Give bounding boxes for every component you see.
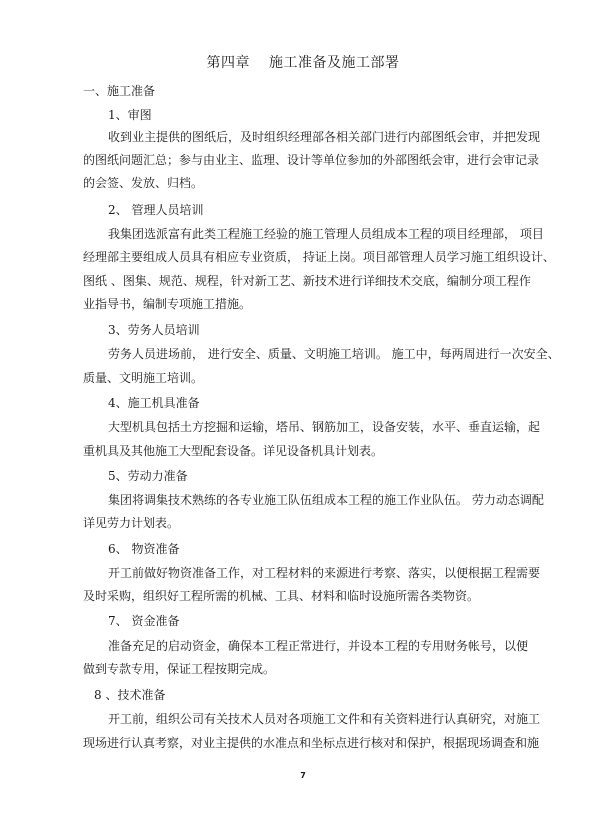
section-heading: 一、施工准备 xyxy=(83,84,156,98)
paragraph-line: 及时采购，组织好工程所需的机械、工具、材料和临时设施所需各类物资。 xyxy=(83,589,480,603)
paragraph-line: 详见劳力计划表。 xyxy=(83,516,180,530)
item-heading-6: 6、 物资准备 xyxy=(108,542,180,556)
paragraph-line: 做到专款专用，保证工程按期完成。 xyxy=(83,662,276,676)
item-heading-3: 3、劳务人员培训 xyxy=(108,323,200,337)
chapter-name: 施工准备及施工部署 xyxy=(268,55,400,71)
paragraph-line: 我集团选派富有此类工程施工经验的施工管理人员组成本工程的项目经理部， 项目 xyxy=(108,227,544,241)
paragraph-line: 的会签、发放、归档。 xyxy=(83,176,204,190)
paragraph-line: 大型机具包括土方挖掘和运输，塔吊、钢筋加工，设备安装，水平、垂直运输，起 xyxy=(108,420,541,434)
paragraph-line: 准备充足的启动资金，确保本工程正常进行，并设本工程的专用财务帐号，以便 xyxy=(108,639,529,653)
chapter-number: 第四章 xyxy=(206,55,251,71)
item-heading-1: 1、审图 xyxy=(108,108,152,122)
paragraph-line: 质量、文明施工培训。 xyxy=(83,371,204,385)
chapter-title xyxy=(0,52,606,72)
paragraph-line: 图纸 、图集、规范、规程，针对新工艺、新技术进行详细技术交底，编制分项工程作 xyxy=(83,274,531,288)
paragraph-line: 收到业主提供的图纸后，及时组织经理部各相关部门进行内部图纸会审，并把发现 xyxy=(108,130,541,144)
item-heading-4: 4、施工机具准备 xyxy=(108,396,200,410)
paragraph-line: 业指导书，编制专项施工措施。 xyxy=(83,297,252,311)
paragraph-line: 开工前做好物资准备工作，对工程材料的来源进行考察、落实，以便根据工程需要 xyxy=(108,566,541,580)
item-heading-8: 8 、技术准备 xyxy=(94,688,166,702)
paragraph-line: 经理部主要组成人员具有相应专业资质， 持证上岗。项目部管理人员学习施工组织设计、 xyxy=(83,250,555,264)
paragraph-line: 开工前，组织公司有关技术人员对各项施工文件和有关资料进行认真研究，对施工 xyxy=(108,712,541,726)
page-number: 7 xyxy=(300,771,306,780)
paragraph-line: 现场进行认真考察，对业主提供的水准点和坐标点进行核对和保护，根据现场调查和施 xyxy=(83,736,540,750)
paragraph-line: 的图纸问题汇总；参与由业主、监理、设计等单位参加的外部图纸会审，进行会审记录 xyxy=(83,153,540,167)
paragraph-line: 重机具及其他施工大型配套设备。详见设备机具计划表。 xyxy=(83,444,384,458)
paragraph-line: 劳务人员进场前， 进行安全、质量、文明施工培训。 施工中，每两周进行一次安全、 xyxy=(108,347,560,361)
item-heading-7: 7、 资金准备 xyxy=(108,614,180,628)
item-heading-2: 2、 管理人员培训 xyxy=(108,203,204,217)
paragraph-line: 集团将调集技术熟练的各专业施工队伍组成本工程的施工作业队伍。 劳力动态调配 xyxy=(108,493,544,507)
item-heading-5: 5、劳动力准备 xyxy=(108,469,188,483)
